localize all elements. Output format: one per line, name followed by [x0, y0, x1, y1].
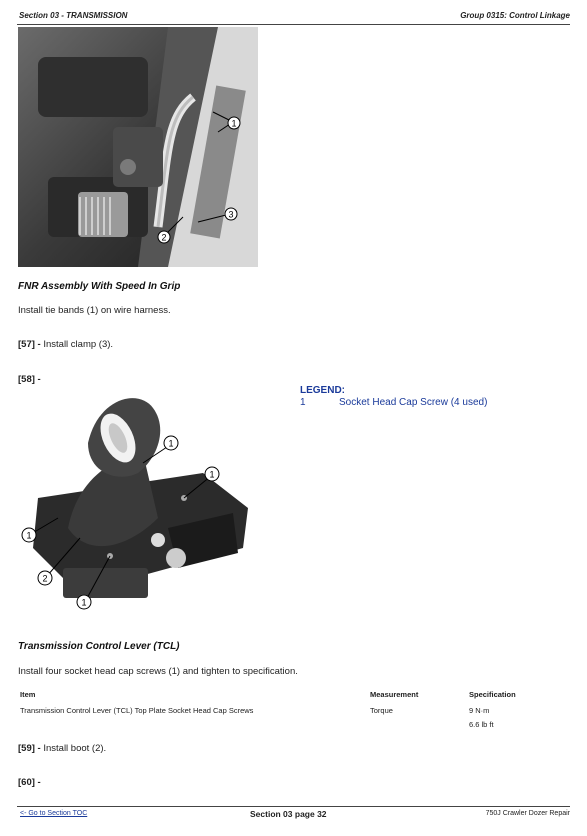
- step-59: [18, 743, 106, 754]
- table-cell-measurement: Torque: [370, 706, 393, 715]
- step-number: [57] -: [18, 339, 41, 350]
- group-header: Group 0315: Control Linkage: [460, 11, 570, 20]
- header-divider: [17, 24, 570, 25]
- figure-caption-fnr: FNR Assembly With Speed In Grip: [18, 281, 181, 292]
- step-57: [18, 339, 113, 350]
- footer-divider: [17, 806, 570, 807]
- table-cell-spec-metric: 9 N·m: [469, 706, 490, 715]
- table-header-item: Item: [20, 690, 36, 699]
- callout-3-label: 3: [228, 209, 234, 220]
- step-58-number: [58] -: [18, 374, 41, 385]
- go-to-section-toc-link[interactable]: <- Go to Section TOC: [20, 810, 88, 817]
- fnr-assembly-photo: [18, 27, 258, 267]
- step-text: Install clamp (3).: [43, 339, 114, 350]
- lever-callout-1d: 1: [81, 597, 87, 608]
- step-60-number: [60] -: [18, 777, 41, 788]
- table-cell-spec-imperial: 6.6 lb ft: [469, 720, 494, 729]
- legend-item-number: 1: [300, 397, 306, 408]
- table-header-specification: Specification: [469, 690, 516, 699]
- instruction-install-screws: Install four socket head cap screws (1) and tighten to specification.: [18, 666, 298, 677]
- table-header-measurement: Measurement: [370, 690, 419, 699]
- callout-2-label: 2: [161, 232, 167, 243]
- lever-callout-1a: 1: [168, 438, 174, 449]
- legend-item-text: Socket Head Cap Screw (4 used): [339, 397, 488, 408]
- callout-1-label: 1: [231, 118, 237, 129]
- page-number: Section 03 page 32: [250, 809, 327, 819]
- legend-title: LEGEND:: [300, 385, 345, 396]
- manual-title: 750J Crawler Dozer Repair: [485, 810, 570, 817]
- lever-callout-2: 2: [42, 573, 48, 584]
- lever-callout-1b: 1: [209, 469, 215, 480]
- step-number: [59] -: [18, 743, 41, 754]
- figure-caption-tcl: Transmission Control Lever (TCL): [18, 641, 180, 652]
- transmission-control-lever-photo: [18, 388, 258, 613]
- section-header: Section 03 - TRANSMISSION: [19, 11, 128, 20]
- step-text: Install boot (2).: [43, 743, 107, 754]
- table-cell-item: Transmission Control Lever (TCL) Top Plate Socket Head Cap Screws: [20, 706, 254, 715]
- instruction-tie-bands: Install tie bands (1) on wire harness.: [18, 305, 171, 316]
- lever-callout-1c: 1: [26, 530, 32, 541]
